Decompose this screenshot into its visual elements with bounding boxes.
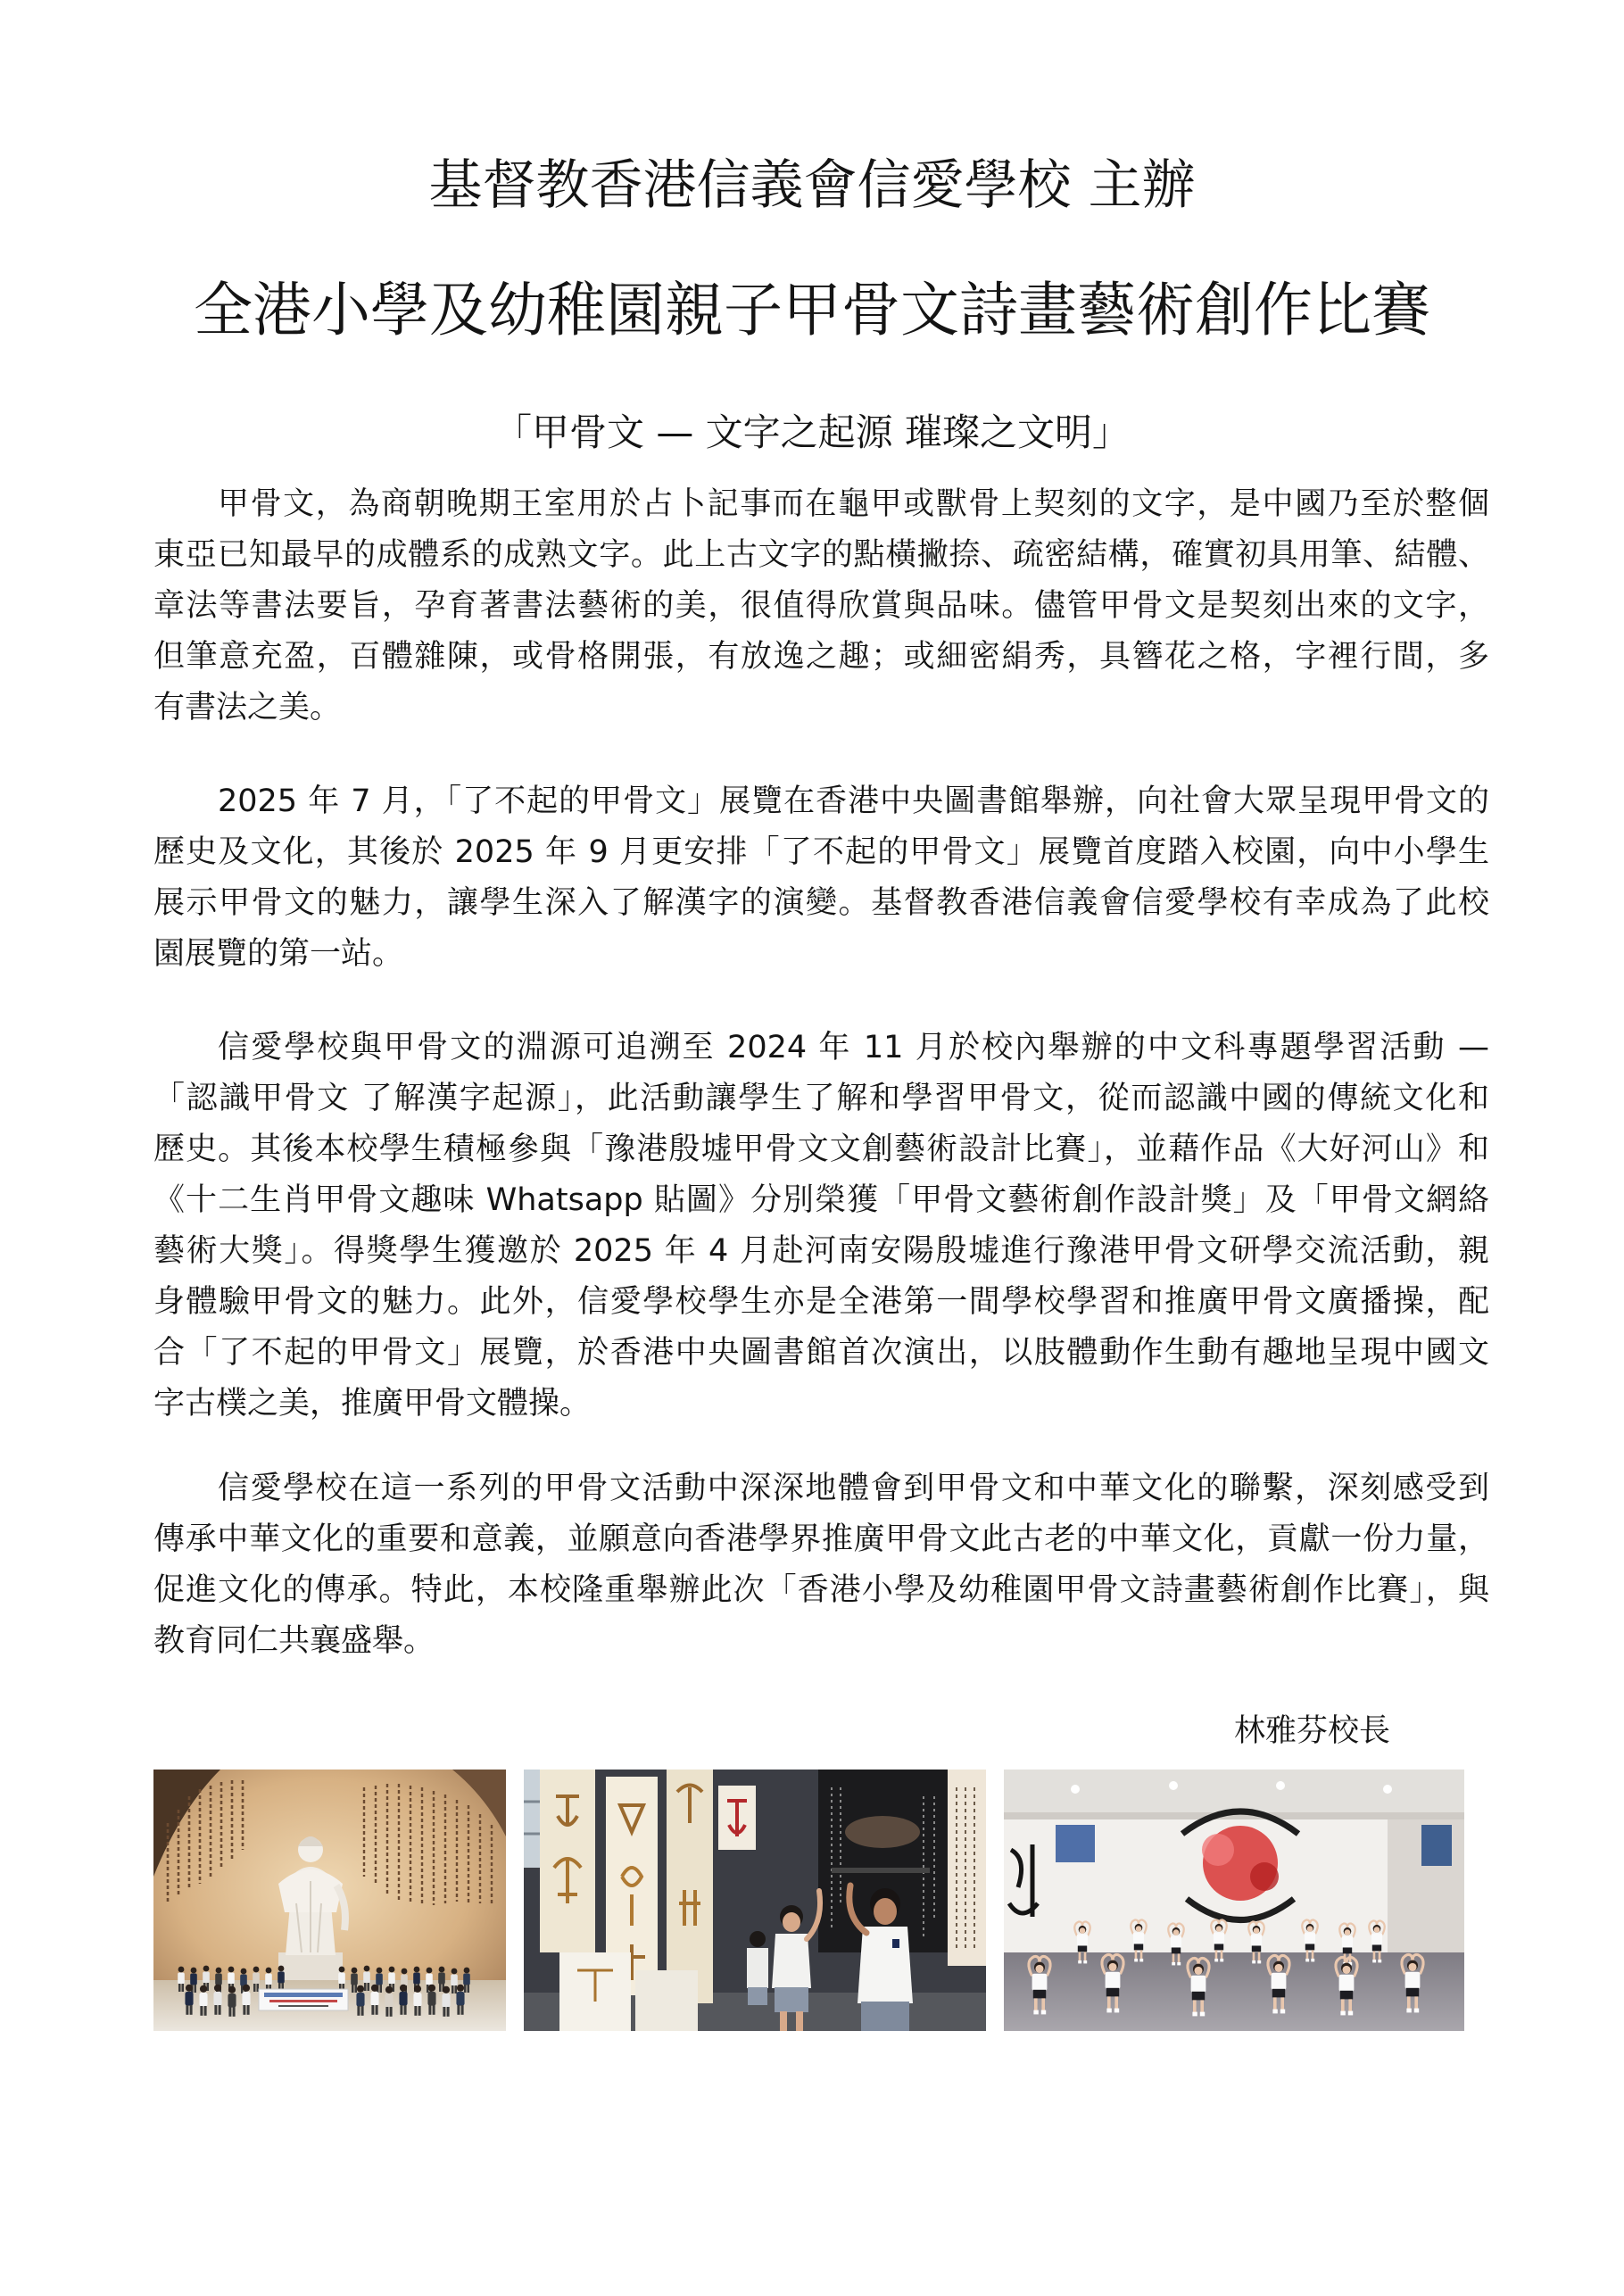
paragraph-line: 字古樸之美，推廣甲骨文體操。: [153, 1386, 592, 1422]
paragraph-line: 藝術大獎」。得獎學生獲邀於 2025 年 4 月赴河南安陽殷墟進行豫港甲骨文研學交流活動，親: [153, 1233, 1489, 1269]
photo-exhibition-students-image: [524, 1770, 986, 2031]
photo-exhibition-students: [524, 1770, 986, 2031]
paragraph-4: [153, 1463, 1489, 1667]
side-screen-right: [1421, 1825, 1452, 1866]
paragraph-line: 《十二生肖甲骨文趣味 Whatsapp 貼圖》分別榮獲「甲骨文藝術創作設計獎」及「甲骨文網絡: [153, 1182, 1489, 1218]
paragraph-line: 教育同仁共襄盛舉。: [153, 1623, 435, 1659]
photo-stage-performance: [1004, 1770, 1464, 2031]
paragraph-line: 但筆意充盈，百體雜陳，或骨格開張，有放逸之趣；或細密絹秀，具簪花之格，字裡行間，多: [153, 639, 1489, 675]
paragraph-line: 東亞已知最早的成體系的成熟文字。此上古文字的點橫撇捺、疏密結構，確實初具用筆、結體、: [153, 537, 1489, 573]
paragraph-line: 有書法之美。: [153, 690, 342, 725]
paragraph-line: 2025 年 7 月，「了不起的甲骨文」展覽在香港中央圖書館舉辦，向社會大眾呈現甲骨文的: [218, 783, 1489, 819]
theme-subtitle: 「甲骨文 — 文字之起源 璀璨之文明」: [493, 410, 1131, 454]
paragraph-2: [153, 776, 1489, 980]
poster-panel: [948, 1770, 986, 1966]
display-board: [818, 1770, 948, 1952]
paragraph-line: 章法等書法要旨，孕育著書法藝術的美，很值得欣賞與品味。儘管甲骨文是契刻出來的文字，: [153, 588, 1489, 624]
photo-stage-performance-image: [1004, 1770, 1464, 2031]
paragraph-line: 展示甲骨文的魅力，讓學生深入了解漢字的演變。基督教香港信義會信愛學校有幸成為了此校: [153, 885, 1489, 921]
red-glyph-panel: [718, 1786, 756, 1850]
photo-museum-group-image: [153, 1770, 506, 2031]
paragraph-line: 歷史。其後本校學生積極參與「豫港殷墟甲骨文文創藝術設計比賽」，並藉作品《大好河山》和: [153, 1131, 1489, 1167]
hanging-panel-3: [667, 1770, 713, 2003]
paragraph-line: 合「了不起的甲骨文」展覽，於香港中央圖書館首次演出，以肢體動作生動有趣地呈現中國文: [153, 1335, 1489, 1371]
paragraph-1: [153, 479, 1489, 734]
hanging-panel-1: [540, 1770, 595, 1952]
paragraph-line: 歷史及文化，其後於 2025 年 9 月更安排「了不起的甲骨文」展覽首度踏入校園，向中小學生: [153, 834, 1489, 870]
photo-museum-group: [153, 1770, 506, 2031]
group-banner: [259, 1989, 348, 2010]
organizer-line: 基督教香港信義會信愛學校 主辦: [428, 154, 1196, 217]
paragraph-3: [153, 1023, 1489, 1430]
paragraph-line: 園展覽的第一站。: [153, 936, 404, 972]
paragraph-line: 信愛學校與甲骨文的淵源可追溯至 2024 年 11 月於校內舉辦的中文科專題學習活動 —: [218, 1030, 1489, 1065]
paragraph-line: 「認識甲骨文 了解漢字起源」，此活動讓學生了解和學習甲骨文，從而認識中國的傳統文化和: [153, 1081, 1489, 1116]
paragraph-line: 傳承中華文化的重要和意義，並願意向香港學界推廣甲骨文此古老的中華文化，貢獻一份力量，: [153, 1521, 1489, 1557]
page-title: 全港小學及幼稚園親子甲骨文詩畫藝術創作比賽: [194, 276, 1430, 344]
paragraph-line: 甲骨文，為商朝晚期王室用於占卜記事而在龜甲或獸骨上契刻的文字，是中國乃至於整個: [218, 486, 1489, 522]
stage-floor: [1004, 1952, 1464, 2031]
paragraph-line: 信愛學校在這一系列的甲骨文活動中深深地體會到甲骨文和中華文化的聯繫，深刻感受到: [218, 1471, 1489, 1506]
principal-signature: 林雅芬校長: [1234, 1713, 1391, 1749]
paragraph-line: 身體驗甲骨文的魅力。此外，信愛學校學生亦是全港第一間學校學習和推廣甲骨文廣播操，配: [153, 1284, 1489, 1320]
side-screen-left: [1056, 1825, 1095, 1862]
paragraph-line: 促進文化的傳承。特此，本校隆重舉辦此次「香港小學及幼稚園甲骨文詩畫藝術創作比賽」，與: [153, 1572, 1489, 1608]
